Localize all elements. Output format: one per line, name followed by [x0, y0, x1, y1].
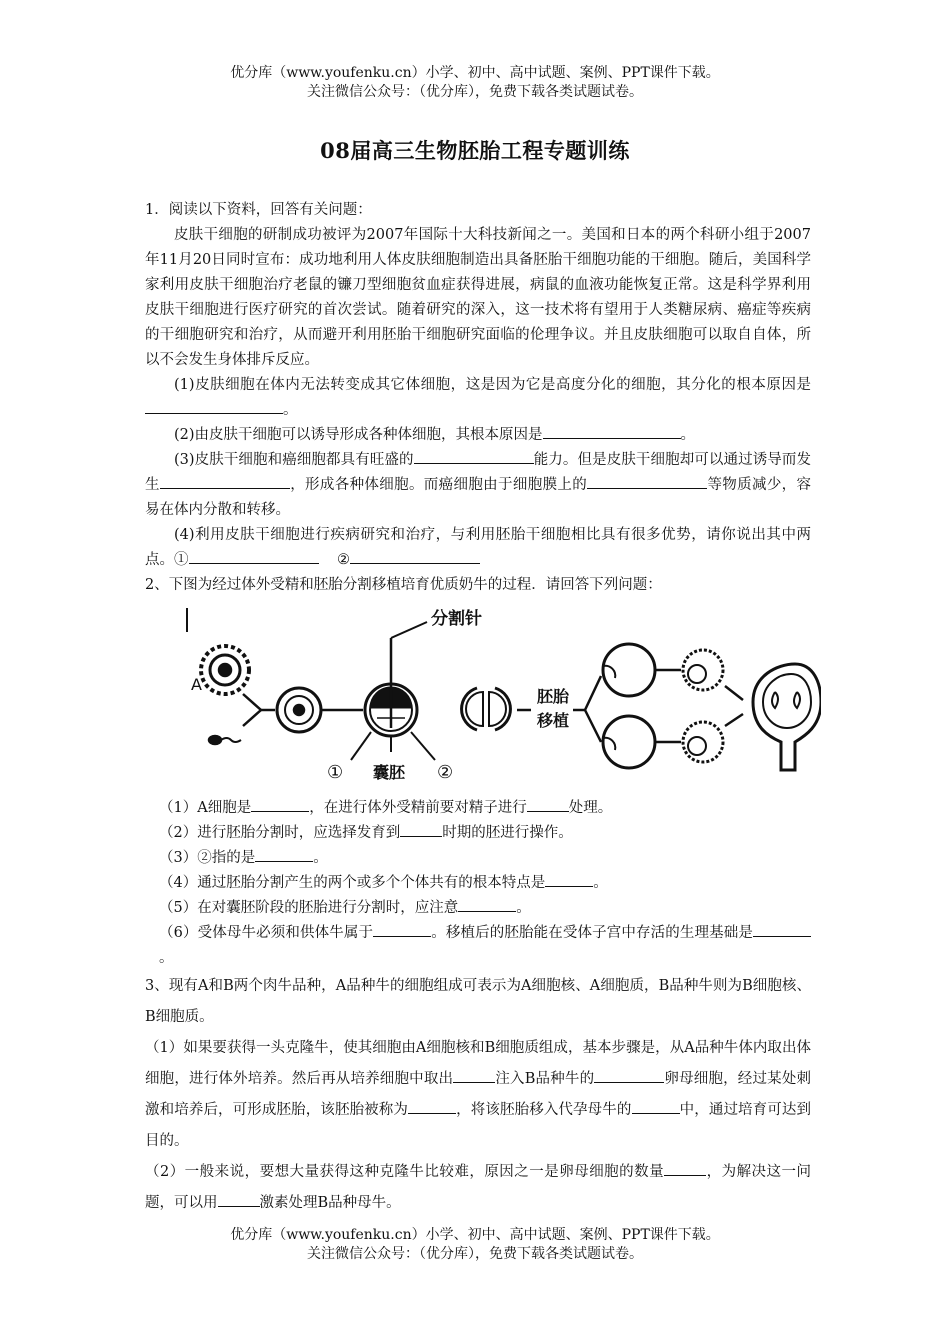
- q2-sub-5: （5）在对囊胚阶段的胚胎进行分割时，应注意 。: [145, 896, 811, 921]
- q1-sub-3: (3)皮肤干细胞和癌细胞都具有旺盛的 能力。但是皮肤干细胞却可以通过诱导而发生 ，形成各种体细胞。而癌细胞由于细胞膜上的 等物质减少，容易在体内分散和转移。: [145, 448, 811, 523]
- answer-blank[interactable]: [545, 871, 593, 887]
- uterus-twins-icon: [753, 664, 821, 770]
- footer-line-1: 优分库（www.youfenku.cn）小学、初中、高中试题、案例、PPT课件下载。: [230, 1227, 720, 1243]
- label-1: ①: [327, 762, 344, 783]
- developing-embryo-upper-icon: [683, 650, 723, 690]
- footer-line-2: 关注微信公众号：（优分库），免费下载各类试题试卷。: [307, 1246, 643, 1262]
- answer-blank[interactable]: [145, 398, 283, 414]
- label-transfer-2: 移植: [537, 711, 570, 730]
- label-needle: 分割针: [431, 609, 482, 629]
- answer-blank[interactable]: [373, 921, 431, 937]
- q3-sub-1: （1）如果要获得一头克隆牛，使其细胞由A细胞核和B细胞质组成，基本步骤是，从A品种牛体内取出体细胞，进行体外培养。然后再从培养细胞中取出 注入B品种牛的 卵母细胞，经过某处刺激和培养后，可形成胚胎，该胚胎被称为 ，将该胚胎移入代孕母牛的 中，通过培育可达到目的。: [145, 1040, 812, 1149]
- answer-blank[interactable]: [753, 921, 811, 937]
- q2-sub-3: （3）②指的是 。: [145, 846, 811, 871]
- embryo-upper-icon: [603, 644, 655, 696]
- diagram-svg: [181, 602, 821, 792]
- q1-sub-4: (4)利用皮肤干细胞进行疾病研究和治疗，与利用胚胎干细胞相比具有很多优势，请你说出其中两点。① ②: [145, 527, 811, 568]
- answer-blank[interactable]: [453, 1067, 495, 1083]
- q1-passage: 皮肤干细胞的研制成功被评为2007年国际十大科技新闻之一。美国和日本的两个科研小组于2007年11月20日同时宣布：成功地利用人体皮肤细胞制造出具备胚胎干细胞功能的干细胞。随后，美国科学家利用皮肤干细胞治疗老鼠的镰刀型细胞贫血症获得进展，病鼠的血液功能恢复正常。这是科学界利用皮肤干细胞进行医疗研究的首次尝试。随着研究的深入，这一技术将有望用于人类糖尿病、癌症等疾病的干细胞研究和治疗，从而避开利用胚胎干细胞研究面临的伦理争议。并且皮肤细胞可以取自自体，所以不会发生身体排斥反应。: [145, 227, 811, 368]
- q1-sub-2: (2)由皮肤干细胞可以诱导形成各种体细胞，其根本原因是 。: [145, 423, 811, 448]
- answer-blank[interactable]: [255, 846, 313, 862]
- answer-blank[interactable]: [251, 796, 309, 812]
- answer-blank[interactable]: [400, 821, 442, 837]
- embryo-lower-icon: [603, 716, 655, 768]
- answer-blank[interactable]: [189, 548, 319, 564]
- question-3: [145, 971, 811, 1219]
- answer-blank[interactable]: [632, 1098, 680, 1114]
- q2-sub-6: （6）受体母牛必须和供体牛属于 。移植后的胚胎能在受体子宫中存活的生理基础是。: [145, 921, 811, 971]
- answer-blank[interactable]: [458, 896, 516, 912]
- question-1: [145, 198, 811, 573]
- q2-sub-4: （4）通过胚胎分割产生的两个或多个个体共有的根本特点是 。: [145, 871, 811, 896]
- label-2: ②: [437, 762, 454, 783]
- label-blastocyst: 囊胚: [373, 763, 406, 782]
- q1-sub-1: (1)皮肤细胞在体内无法转变成其它体细胞，这是因为它是高度分化的细胞，其分化的根本原因是。: [145, 373, 811, 423]
- page-footer: [0, 1226, 950, 1264]
- answer-blank[interactable]: [414, 448, 534, 464]
- q1-intro: 1．阅读以下资料，回答有关问题：: [145, 202, 372, 218]
- q2-intro: 2、下图为经过体外受精和胚胎分割移植培育优质奶牛的过程．请回答下列问题：: [145, 577, 662, 593]
- q2-sub-1: （1）A细胞是 ，在进行体外受精前要对精子进行 处理。: [145, 796, 811, 821]
- answer-blank[interactable]: [160, 473, 290, 489]
- header-line-1: 优分库（www.youfenku.cn）小学、初中、高中试题、案例、PPT课件下载。: [230, 65, 720, 81]
- answer-blank[interactable]: [587, 473, 707, 489]
- answer-blank[interactable]: [527, 796, 569, 812]
- developing-embryo-lower-icon: [683, 722, 723, 762]
- answer-blank[interactable]: [408, 1098, 456, 1114]
- answer-blank[interactable]: [350, 548, 480, 564]
- answer-blank[interactable]: [543, 423, 681, 439]
- embryo-splitting-diagram: [145, 602, 811, 792]
- page-title: 08届高三生物胚胎工程专题训练: [320, 138, 630, 163]
- q2-sub-2: （2）进行胚胎分割时，应选择发育到 时期的胚进行操作。: [145, 821, 811, 846]
- answer-blank[interactable]: [664, 1160, 706, 1176]
- q3-intro: 3、现有A和B两个肉牛品种，A品种牛的细胞组成可表示为A细胞核、A细胞质，B品种牛则为B细胞核、B细胞质。: [145, 978, 811, 1025]
- q3-sub-2: （2）一般来说，要想大量获得这种克隆牛比较难，原因之一是卵母细胞的数量 ，为解决这一问题，可以用 激素处理B品种母牛。: [145, 1157, 811, 1219]
- label-transfer-1: 胚胎: [537, 687, 570, 706]
- label-a: A: [191, 675, 202, 694]
- page-header: [0, 64, 950, 102]
- question-2: [145, 573, 811, 971]
- answer-blank[interactable]: [218, 1191, 260, 1207]
- sperm-icon: [209, 736, 241, 744]
- document-body: [145, 198, 811, 1219]
- answer-blank[interactable]: [594, 1067, 664, 1083]
- header-line-2: 关注微信公众号：（优分库），免费下载各类试题试卷。: [307, 84, 643, 100]
- zygote-icon: [277, 688, 321, 732]
- oocyte-a-icon: [201, 646, 249, 694]
- split-embryo-icon: [462, 688, 511, 730]
